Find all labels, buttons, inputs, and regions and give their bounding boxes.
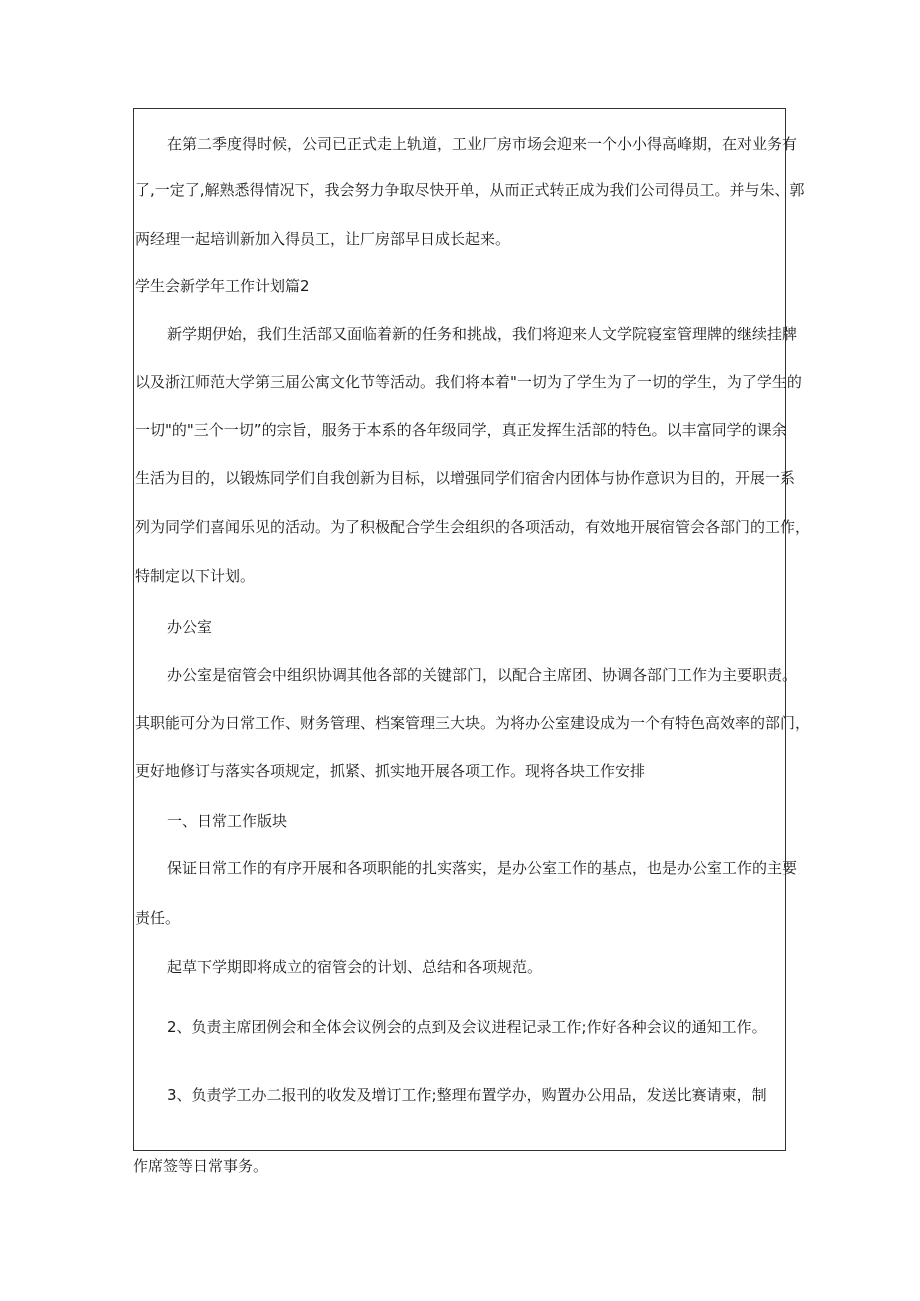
paragraph-line: 责任。	[135, 909, 181, 927]
paragraph-line: 列为同学们喜闻乐见的活动。为了积极配合学生会组织的各项活动，有效地开展宿管会各部门的工作，	[135, 518, 811, 536]
paragraph-line: 了,一定了,解熟悉得情况下，我会努力争取尽快开单，从而正式转正成为我们公司得员工。并与朱、郭	[135, 181, 805, 199]
paragraph-line: 其职能可分为日常工作、财务管理、档案管理三大块。为将办公室建设成为一个有特色高效率的部门，	[135, 714, 811, 732]
paragraph-line: 起草下学期即将成立的宿管会的计划、总结和各项规范。	[167, 958, 543, 976]
section-heading: 学生会新学年工作计划篇2	[135, 277, 310, 295]
list-item: 3、负责学工办二报刊的收发及增订工作;整理布置学办，购置办公用品，发送比赛请柬，制	[167, 1086, 767, 1104]
paragraph-line: 作席签等日常事务。	[133, 1157, 269, 1175]
paragraph-line: 以及浙江师范大学第三届公寓文化节等活动。我们将本着"一切为了学生为了一切的学生，为了学生的	[135, 373, 802, 391]
paragraph-line: 办公室是宿管会中组织协调其他各部的关键部门，以配合主席团、协调各部门工作为主要职责。	[167, 666, 798, 684]
subsection-heading: 一、日常工作版块	[167, 812, 288, 830]
paragraph-line: 一切"的"三个一切”的宗旨，服务于本系的各年级同学，真正发挥生活部的特色。以丰富同学的课余	[135, 421, 787, 439]
paragraph-line: 新学期伊始，我们生活部又面临着新的任务和挑战，我们将迎来人文学院寝室管理牌的继续挂牌	[167, 325, 798, 343]
paragraph-line: 在第二季度得时候，公司已正式走上轨道，工业厂房市场会迎来一个小小得高峰期，在对业务有	[167, 135, 798, 153]
paragraph-line: 更好地修订与落实各项规定，抓紧、抓实地开展各项工作。现将各块工作安排	[135, 762, 646, 780]
list-item: 2、负责主席团例会和全体会议例会的点到及会议进程记录工作;作好各种会议的通知工作。	[167, 1018, 767, 1036]
paragraph-line: 保证日常工作的有序开展和各项职能的扎实落实，是办公室工作的基点，也是办公室工作的主要	[167, 859, 798, 877]
content-box	[133, 108, 786, 1151]
paragraph-line: 特制定以下计划。	[135, 567, 256, 585]
paragraph-line: 生活为目的，以锻炼同学们自我创新为目标，以增强同学们宿舍内团体与协作意识为目的，开展一系	[135, 469, 796, 487]
paragraph-line: 两经理一起培训新加入得员工，让厂房部早日成长起来。	[135, 230, 511, 248]
subsection-heading: 办公室	[167, 618, 213, 636]
